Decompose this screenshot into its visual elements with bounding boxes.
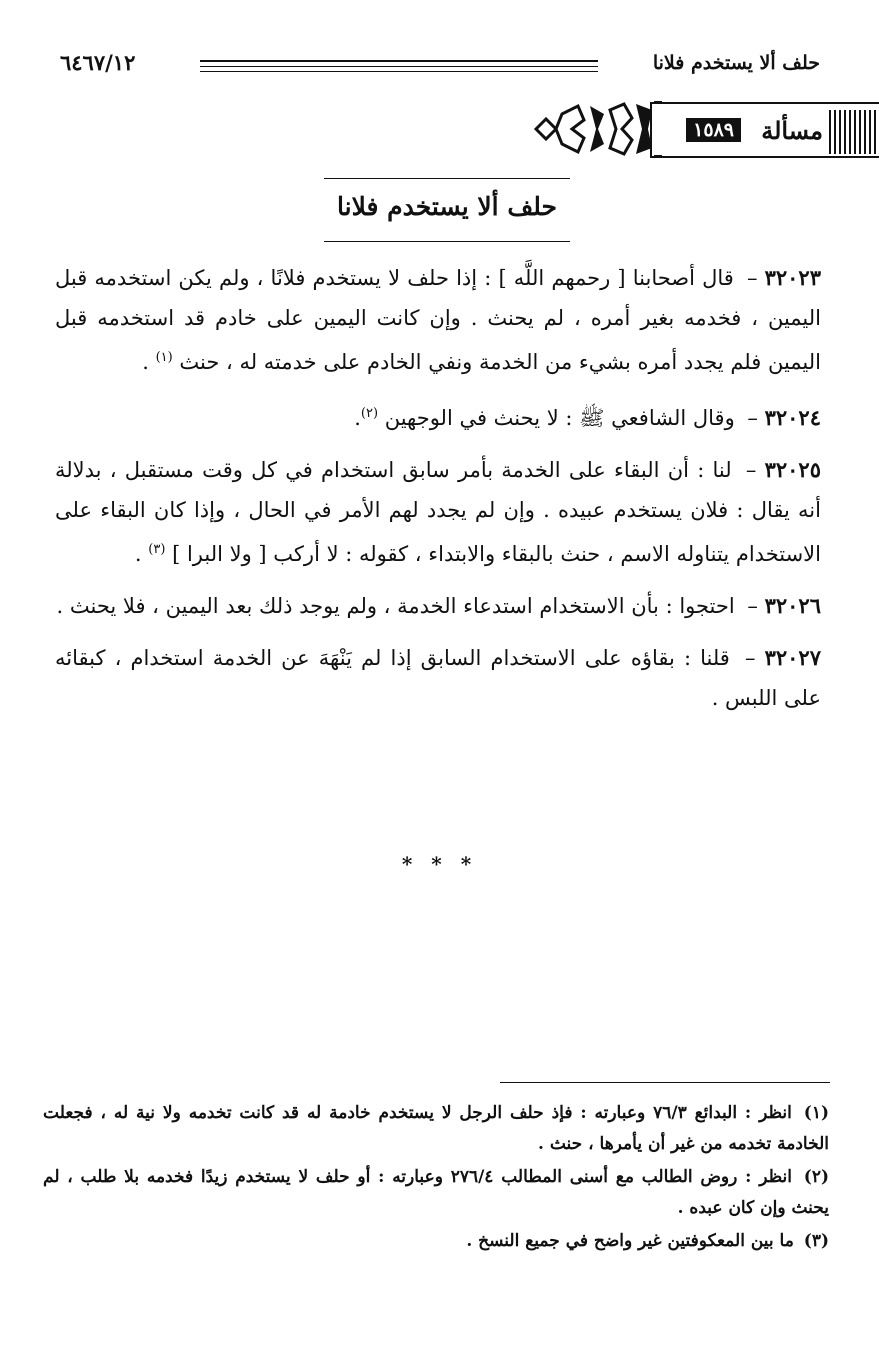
- paragraph-text: احتجوا : بأن الاستخدام استدعاء الخدمة ، ولم يوجد ذلك بعد اليمين ، فلا يحنث .: [56, 594, 735, 618]
- footnote-text: انظر : البدائع ٧٦/٣ وعبارته : فإذ حلف الرجل لا يستخدم خادمة له قد كانت تخدمه ولا نية له ، فجعلت الخادمة تخدمه من غير أن يأمرها ، حنث .: [43, 1103, 829, 1154]
- paragraph-number: ٣٢٠٢٣ –: [741, 265, 821, 290]
- footnote-text: ما بين المعكوفتين غير واضح في جميع النسخ .: [466, 1231, 794, 1251]
- paragraph-text: قال أصحابنا [ رحمهم اللَّه ] : إذا حلف لا يستخدم فلانًا ، ولم يكن استخدمه قبل اليمين ، فخدمه بغير أمره ، لم يحنث . وإن كانت اليمين على خادم قد استخدمه قبل اليمين فلم يجدد أمره بشيء من الخدمة ونفي الخادم على خدمته له ، حنث: [55, 266, 821, 374]
- paragraph: [55, 258, 821, 382]
- hatch-pattern: [829, 110, 879, 154]
- paragraph-number: ٣٢٠٢٧ –: [739, 645, 821, 670]
- paragraph: [55, 394, 821, 438]
- running-header: [60, 50, 820, 84]
- footnote: [43, 1226, 829, 1257]
- paragraph-tail: .: [142, 350, 156, 374]
- masala-banner: [532, 100, 879, 158]
- heading-rule: [324, 178, 570, 179]
- paragraph: [55, 638, 821, 718]
- header-rule: [200, 60, 598, 62]
- paragraph-number: ٣٢٠٢٤ –: [741, 405, 821, 430]
- header-rule: [200, 71, 598, 72]
- heading-rule: [324, 241, 570, 242]
- main-text: [55, 258, 821, 730]
- chapter-title: حلف ألا يستخدم فلانا: [337, 192, 557, 221]
- footnote-number: (٢): [803, 1167, 829, 1187]
- footnote-rule: [500, 1082, 830, 1083]
- paragraph: [55, 586, 821, 626]
- masala-label: مسألة: [761, 116, 823, 145]
- paragraph-text: وقال الشافعي ﷺ : لا يحنث في الوجهين: [384, 406, 735, 430]
- paragraph-tail: .: [134, 542, 149, 566]
- footnote-ref[interactable]: (٢): [360, 406, 379, 421]
- section-separator: * * *: [401, 852, 478, 876]
- header-rule: [200, 66, 598, 67]
- paragraph-tail: .: [354, 406, 361, 430]
- ornament-icon: [532, 100, 662, 158]
- footnote: [43, 1162, 829, 1224]
- paragraph-text: قلنا : بقاؤه على الاستخدام السابق إذا لم يَنْهَهَ عن الخدمة استخدام ، كبقائه على اللبس .: [55, 646, 821, 710]
- footnote-ref[interactable]: (٣): [148, 542, 166, 557]
- page-number: ٦٤٦٧/١٢: [60, 50, 136, 75]
- chapter-heading: [324, 178, 570, 242]
- paragraph-text: لنا : أن البقاء على الخدمة بأمر سابق استخدام في كل وقت مستقبل ، بدلالة أنه يقال : فلان يستخدم عبيده . وإن لم يجدد لهم الأمر في الحال ، وإذا كان البقاء على الاستخدام يتناوله الاسم ، حنث بالبقاء والابتداء ، كقوله : لا أركب [ ولا البرا ]: [55, 458, 821, 566]
- footnote-text: انظر : روض الطالب مع أسنى المطالب ٢٧٦/٤ وعبارته : أو حلف لا يستخدم زيدًا فخدمه بلا طلب ، لم يحنث وإن كان عبده .: [43, 1167, 829, 1218]
- running-header-title: حلف ألا يستخدم فلانا: [652, 52, 820, 74]
- paragraph-number: ٣٢٠٢٥ –: [740, 457, 821, 482]
- footnote-ref[interactable]: (١): [155, 350, 173, 365]
- paragraph: [55, 450, 821, 574]
- masala-number: ١٥٨٩: [686, 118, 741, 142]
- footnote-number: (١): [803, 1103, 829, 1123]
- paragraph-number: ٣٢٠٢٦ –: [741, 593, 821, 618]
- footnotes: [43, 1098, 829, 1259]
- footnote-number: (٣): [803, 1231, 829, 1251]
- masala-frame: [650, 102, 879, 158]
- footnote: [43, 1098, 829, 1160]
